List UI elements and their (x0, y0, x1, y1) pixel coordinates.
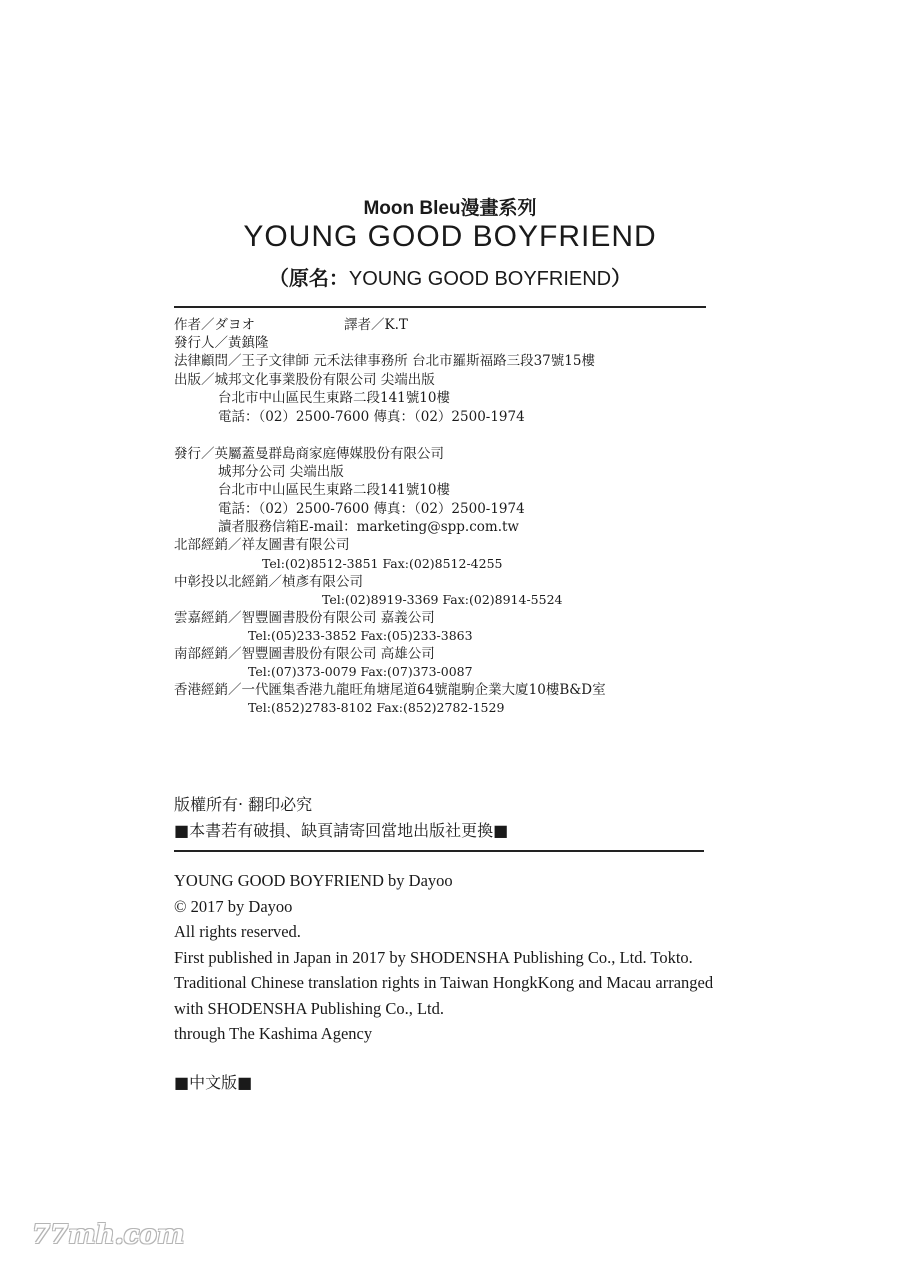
rights-reserved: 版權所有‧ 翻印必究 (174, 795, 313, 814)
copyright-line: © 2017 by Dayoo (174, 896, 293, 916)
north-distributor: 北部經銷／祥友圖書有限公司 (174, 537, 350, 553)
north-contact: Tel:(02)8512-3851 Fax:(02)8512-4255 (262, 556, 503, 571)
bottom-divider (174, 850, 704, 852)
top-divider (174, 306, 706, 308)
original-title-line (0, 262, 900, 291)
press-address: 台北市中山區民生東路二段141號10樓 (218, 390, 450, 406)
service-email: 讀者服務信箱E-mail：marketing@spp.com.tw (218, 519, 519, 535)
hongkong-contact: Tel:(852)2783-8102 Fax:(852)2782-1529 (248, 700, 505, 715)
central-contact: Tel:(02)8919-3369 Fax:(02)8914-5524 (322, 592, 563, 607)
agency-line: through The Kashima Agency (174, 1024, 373, 1043)
branch-name: 城邦分公司 尖端出版 (218, 464, 344, 480)
all-rights-line: All rights reserved. (174, 922, 301, 941)
edition-label: ■中文版■ (174, 1073, 253, 1092)
publisher-line: with SHODENSHA Publishing Co., Ltd. (174, 998, 444, 1018)
original-title-suffix: ） (611, 268, 632, 290)
series-name: Moon Bleu漫畫系列 (363, 198, 537, 219)
author-credit: 作者／ダヨオ (174, 317, 255, 333)
south-contact: Tel:(07)373-0079 Fax:(07)373-0087 (248, 664, 473, 679)
press-phone: 電話：（02）2500-7600 傳真：（02）2500-1974 (218, 409, 525, 425)
translation-rights-line: Traditional Chinese translation rights in Taiwan HongkKong and Macau arranged (174, 973, 714, 992)
yunjia-distributor: 雲嘉經銷／智豐圖書股份有限公司 嘉義公司 (174, 610, 435, 626)
watermark: 77mh.com (32, 1220, 185, 1250)
press-name: 出版／城邦文化事業股份有限公司 尖端出版 (174, 372, 435, 388)
distributor-name: 發行／英屬蓋曼群島商家庭傳媒股份有限公司 (174, 446, 444, 462)
translator-credit: 譯者／K.T (344, 317, 408, 333)
yunjia-contact: Tel:(05)233-3852 Fax:(05)233-3863 (248, 628, 473, 643)
legal-counsel: 法律顧問／王子文律師 元禾法律事務所 台北市羅斯福路三段37號15樓 (174, 353, 595, 369)
book-title: YOUNG GOOD BOYFRIEND (243, 220, 657, 253)
hongkong-distributor: 香港經銷／一代匯集香港九龍旺角塘尾道64號龍駒企業大廈10樓B&D室 (174, 682, 606, 698)
english-title-line: YOUNG GOOD BOYFRIEND by Dayoo (174, 871, 453, 890)
rights-block (174, 792, 508, 844)
original-title-prefix: （原名： (268, 268, 349, 290)
branch-address: 台北市中山區民生東路二段141號10樓 (218, 482, 450, 498)
english-copyright (174, 868, 713, 1047)
south-distributor: 南部經銷／智豐圖書股份有限公司 高雄公司 (174, 646, 435, 662)
publisher-person: 發行人／黃鎮隆 (174, 335, 269, 351)
replacement-notice: ■本書若有破損、缺頁請寄回當地出版社更換■ (174, 821, 509, 840)
original-title: YOUNG GOOD BOYFRIEND (348, 268, 612, 290)
branch-phone: 電話：（02）2500-7600 傳真：（02）2500-1974 (218, 501, 525, 517)
first-published-line: First published in Japan in 2017 by SHODENSHA Publishing Co., Ltd. Tokto. (174, 947, 693, 967)
central-distributor: 中彰投以北經銷／楨彥有限公司 (174, 574, 363, 590)
